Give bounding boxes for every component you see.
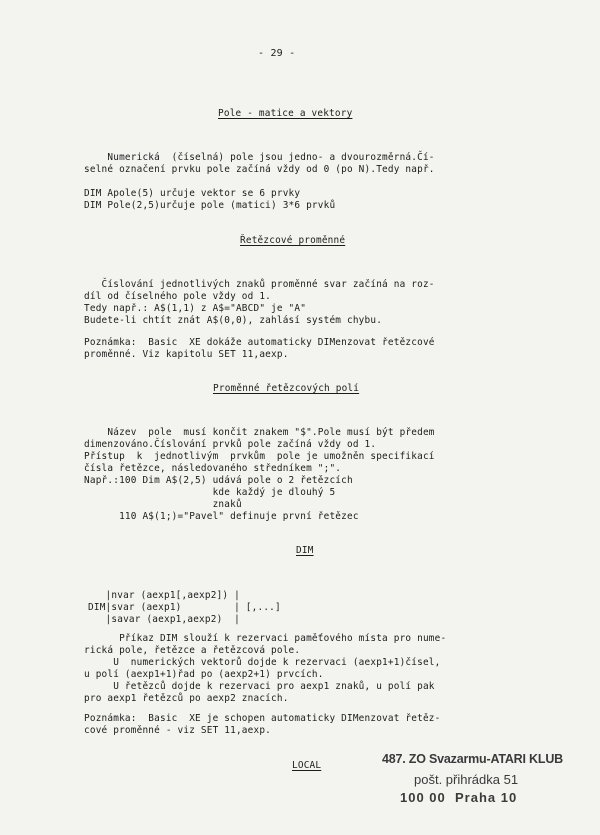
code-line: znaků — [84, 499, 242, 510]
stamp-line-club: 487. ZO Svazarmu-ATARI KLUB — [382, 752, 563, 766]
text-line: Příkaz DIM slouží k rezervaci paměťového místa pro nume- — [84, 633, 447, 644]
text-line: Název pole musí končit znakem "$".Pole musí být předem — [84, 427, 435, 438]
section-heading-local: LOCAL — [292, 760, 322, 771]
note-line: Poznámka: Basic XE dokáže automaticky DIMenzovat řetězcové — [84, 337, 435, 348]
stamp-line-address: 100 00 Praha 10 — [400, 790, 518, 805]
text-line: U numerických vektorů dojde k rezervaci (aexp1+1)čísel, — [84, 657, 441, 668]
text-line: Číslování jednotlivých znaků proměnné svar začíná na roz- — [84, 279, 435, 290]
club-stamp — [378, 752, 588, 812]
text-line: Přístup k jednotlivým prvkům pole je umožněn specifikací — [84, 451, 435, 462]
code-line: Např.:100 Dim A$(2,5) udává pole o 2 řetězcích — [84, 475, 353, 486]
text-line: dimenzováno.Číslování prvků pole začíná vždy od 1. — [84, 439, 377, 450]
code-line: DIM Pole(2,5)určuje pole (matici) 3*6 prvků — [84, 200, 336, 211]
text-line: rická pole, řetězce a řetězcová pole. — [84, 645, 301, 656]
section-heading-string-arrays: Proměnné řetězcových polí — [213, 383, 360, 394]
text-line: čísla řetězce, následovaného středníkem ";". — [84, 463, 342, 474]
note-line: cové proměnné - viz SET 11,aexp. — [84, 725, 272, 736]
page-number: - 29 - — [258, 48, 296, 59]
text-line: Numerická (číselná) pole jsou jedno- a dvourozměrná.Čí- — [84, 152, 435, 163]
section-heading-string-variables: Řetězcové proměnné — [240, 235, 346, 246]
note-line: proměnné. Viz kapitolu SET 11,aexp. — [84, 349, 289, 360]
syntax-line: DIM|svar (aexp1) | [,...] — [88, 602, 281, 613]
syntax-line: |savar (aexp1,aexp2) | — [88, 614, 240, 625]
text-line: U řetězců dojde k rezervaci pro aexp1 znaků, u polí pak — [84, 681, 435, 692]
text-line: u polí (aexp1+1)řad po (aexp2+1) prvcích. — [84, 669, 324, 680]
text-line: Tedy např.: A$(1,1) z A$="ABCD" je "A" — [84, 303, 307, 314]
section-heading-dim: DIM — [296, 545, 314, 556]
text-line: selné označení prvku pole začíná vždy od 0 (po N).Tedy např. — [84, 164, 435, 175]
stamp-line-pobox: pošt. přihrádka 51 — [414, 772, 519, 787]
code-line: kde každý je dlouhý 5 — [84, 487, 336, 498]
code-line: 110 A$(1;)="Pavel" definuje první řetězec — [84, 511, 359, 522]
syntax-line: |nvar (aexp1[,aexp2]) | — [88, 590, 240, 601]
text-line: Budete-li chtít znát A$(0,0), zahlásí systém chybu. — [84, 315, 383, 326]
text-line: pro aexp1 řetězců po aexp2 znacích. — [84, 693, 289, 704]
section-heading-arrays: Pole - matice a vektory — [218, 108, 353, 119]
code-line: DIM Apole(5) určuje vektor se 6 prvky — [84, 188, 301, 199]
text-line: díl od číselného pole vždy od 1. — [84, 291, 272, 302]
note-line: Poznámka: Basic XE je schopen automaticky DIMenzovat řetěz- — [84, 713, 441, 724]
